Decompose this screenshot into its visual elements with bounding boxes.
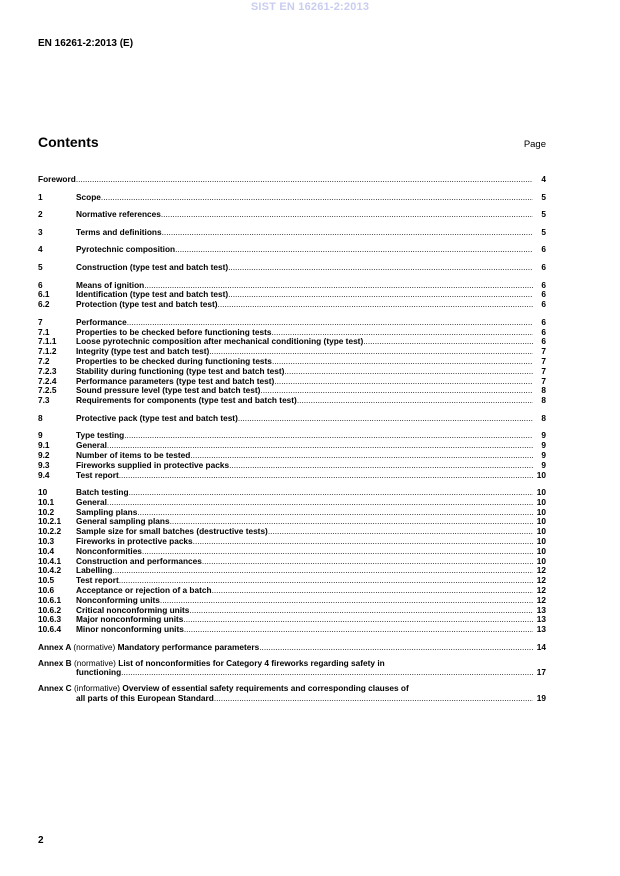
annex-kind: (normative) [73, 642, 116, 652]
toc-entry[interactable] [38, 451, 546, 461]
toc-entry-page: 12 [533, 576, 546, 586]
toc-entry[interactable] [38, 318, 546, 328]
toc-entry-title: Test report ..... [76, 471, 533, 481]
toc-entry[interactable] [38, 527, 546, 537]
toc-entry-number: 10.6 [38, 585, 55, 596]
toc-entry-title: Construction (type test and batch test) ..... [76, 263, 533, 273]
toc-entry-title: Means of ignition ..... [76, 281, 533, 291]
toc-entry[interactable] [38, 281, 546, 291]
toc-entry[interactable] [38, 471, 546, 481]
annex-title: Mandatory performance parameters [117, 642, 260, 652]
toc-entry-number: 7 [38, 316, 43, 327]
toc-entry-number: 1 [38, 191, 43, 202]
toc-entry-page: 12 [533, 566, 546, 576]
toc-entry[interactable] [38, 347, 546, 357]
toc-entry-number: 9 [38, 430, 43, 441]
toc-entry-number: 6 [38, 279, 43, 290]
annex-page: 19 [533, 694, 546, 704]
toc-entry[interactable] [38, 263, 546, 273]
toc-entry-title: General ..... [76, 498, 533, 508]
toc-entry-title: Identification (type test and batch test) ..... [76, 290, 533, 300]
toc-entry[interactable] [38, 386, 546, 396]
toc-entry-number: 10.2 [38, 506, 55, 517]
toc-entry[interactable] [38, 508, 546, 518]
toc-entry-title: Properties to be checked before functioning tests ..... [76, 328, 533, 338]
toc-entry-title: Loose pyrotechnic composition after mechanical conditioning (type test) ..... [76, 337, 533, 347]
toc-entry-title: Acceptance or rejection of a batch ..... [76, 586, 533, 596]
toc-entry-page: 8 [533, 386, 546, 396]
toc-entry-number: 10.6.4 [38, 624, 62, 635]
toc-entry-title: Foreword ..... [38, 175, 533, 185]
toc-entry-page: 4 [533, 175, 546, 185]
toc-entry[interactable] [38, 367, 546, 377]
annex-label: Annex B [38, 658, 72, 668]
toc-entry-page: 10 [533, 527, 546, 537]
toc-entry[interactable] [38, 414, 546, 424]
toc-entry[interactable] [38, 175, 546, 185]
annex-label: Annex C [38, 684, 72, 694]
toc-entry-page: 9 [533, 451, 546, 461]
toc-entry-page: 6 [533, 337, 546, 347]
toc-entry-page: 6 [533, 263, 546, 273]
toc-entry-page: 6 [533, 328, 546, 338]
toc-entry-title: Pyrotechnic composition ..... [76, 245, 533, 255]
toc-entry-title: General sampling plans ..... [76, 517, 533, 527]
toc-entry[interactable] [38, 210, 546, 220]
annex-page: 14 [533, 643, 546, 653]
toc-entry-page: 13 [533, 615, 546, 625]
toc-entry[interactable] [38, 537, 546, 547]
toc-entry-page: 7 [533, 347, 546, 357]
toc-entry-number: 4 [38, 244, 43, 255]
toc-entry-title: Test report ..... [76, 576, 533, 586]
toc-entry-number: 7.1.1 [38, 336, 57, 347]
toc-entry-title: Terms and definitions ..... [76, 228, 533, 238]
toc-entry-page: 10 [533, 547, 546, 557]
toc-entry[interactable] [38, 245, 546, 255]
annex-label: Annex A [38, 642, 72, 652]
toc-entry[interactable] [38, 488, 546, 498]
toc-entry[interactable] [38, 625, 546, 635]
toc-entry-page: 5 [533, 228, 546, 238]
toc-entry-title: Protection (type test and batch test) ..... [76, 300, 533, 310]
toc-entry-number: 9.2 [38, 449, 50, 460]
toc-entry-number: 10.3 [38, 536, 55, 547]
toc-entry-title: Construction and performances ..... [76, 557, 533, 567]
toc-entry[interactable] [38, 576, 546, 586]
toc-entry-page: 10 [533, 488, 546, 498]
table-of-contents [38, 175, 546, 704]
annex-title-continued: all parts of this European Standard ..... [76, 694, 533, 704]
toc-entry-number: 8 [38, 412, 43, 423]
toc-entry[interactable] [38, 431, 546, 441]
toc-entry[interactable] [38, 606, 546, 616]
toc-entry-title: Type testing ..... [76, 431, 533, 441]
toc-entry[interactable] [38, 377, 546, 387]
toc-entry-page: 12 [533, 596, 546, 606]
toc-entry-page: 8 [533, 414, 546, 424]
toc-entry-title: Performance ..... [76, 318, 533, 328]
toc-entry[interactable] [38, 396, 546, 406]
toc-entry-title: Major nonconforming units ..... [76, 615, 533, 625]
toc-entry[interactable] [38, 596, 546, 606]
toc-entry-number: 10 [38, 487, 48, 498]
toc-entry-number: 7.2.3 [38, 365, 57, 376]
toc-entry-number: 6.2 [38, 299, 50, 310]
toc-entry[interactable] [38, 615, 546, 625]
toc-entry-title: Requirements for components (type test and batch test) ..... [76, 396, 533, 406]
toc-entry-number: 7.2.4 [38, 375, 57, 386]
toc-entry-page: 10 [533, 471, 546, 481]
toc-entry-page: 7 [533, 377, 546, 387]
toc-entry-page: 13 [533, 606, 546, 616]
annex-entry[interactable] [38, 684, 546, 704]
contents-title: Contents [38, 134, 99, 150]
toc-entry-number: 2 [38, 209, 43, 220]
page-number: 2 [38, 835, 44, 846]
toc-entry[interactable] [38, 586, 546, 596]
toc-entry-title: Number of items to be tested ..... [76, 451, 533, 461]
annex-kind: (informative) [73, 684, 121, 694]
toc-entry-number: 7.3 [38, 395, 50, 406]
toc-entry[interactable] [38, 557, 546, 567]
toc-entry-title: Sample size for small batches (destructive tests) ..... [76, 527, 533, 537]
toc-entry-page: 6 [533, 290, 546, 300]
toc-entry-page: 10 [533, 537, 546, 547]
toc-entry-number: 10.6.1 [38, 594, 62, 605]
toc-entry-page: 7 [533, 357, 546, 367]
toc-entry-title: Protective pack (type test and batch test) ..... [76, 414, 533, 424]
toc-entry-title: Critical nonconforming units ..... [76, 606, 533, 616]
toc-entry-page: 13 [533, 625, 546, 635]
toc-entry-number: 7.2.5 [38, 385, 57, 396]
toc-entry[interactable] [38, 357, 546, 367]
toc-entry[interactable] [38, 547, 546, 557]
page-column-label: Page [523, 139, 546, 150]
toc-entry-number: 7.2 [38, 355, 50, 366]
document-id: EN 16261-2:2013 (E) [38, 38, 134, 49]
toc-entry-number: 3 [38, 226, 43, 237]
toc-entry[interactable] [38, 441, 546, 451]
toc-entry-page: 9 [533, 431, 546, 441]
toc-entry-title: Properties to be checked during functioning tests ..... [76, 357, 533, 367]
toc-entry-title: Integrity (type test and batch test) ..... [76, 347, 533, 357]
annex-page: 17 [533, 668, 546, 678]
toc-entry-title: Sampling plans ..... [76, 508, 533, 518]
toc-entry-number: 9.1 [38, 440, 50, 451]
toc-entry-title: Sound pressure level (type test and batch test) ..... [76, 386, 533, 396]
toc-entry-page: 6 [533, 245, 546, 255]
annex-title: Overview of essential safety requirements and corresponding clauses of [122, 684, 409, 694]
watermark: SIST EN 16261-2:2013 [250, 1, 370, 13]
toc-entry-page: 8 [533, 396, 546, 406]
toc-entry-title: General ..... [76, 441, 533, 451]
toc-entry-number: 10.1 [38, 496, 55, 507]
toc-entry-title: Labelling ..... [76, 566, 533, 576]
toc-entry-page: 10 [533, 508, 546, 518]
annex-entry[interactable] [38, 659, 546, 679]
toc-entry[interactable] [38, 193, 546, 203]
toc-entry-page: 6 [533, 281, 546, 291]
toc-entry-number: 10.2.2 [38, 526, 62, 537]
toc-entry-number: 10.4.1 [38, 555, 62, 566]
toc-entry-title: Nonconformities ..... [76, 547, 533, 557]
toc-entry-title: Performance parameters (type test and batch test) ..... [76, 377, 533, 387]
toc-entry-page: 10 [533, 517, 546, 527]
toc-entry-title: Fireworks in protective packs ..... [76, 537, 533, 547]
annex-kind: (normative) [73, 658, 116, 668]
toc-entry-number: 10.6.2 [38, 604, 62, 615]
annex-title-continued: functioning ..... [76, 668, 533, 678]
toc-entry-number: 10.6.3 [38, 614, 62, 625]
toc-entry-page: 7 [533, 367, 546, 377]
toc-entry[interactable] [38, 328, 546, 338]
toc-entry[interactable] [38, 290, 546, 300]
toc-entry-page: 6 [533, 318, 546, 328]
toc-entry[interactable] [38, 517, 546, 527]
toc-entry-page: 9 [533, 441, 546, 451]
toc-entry-number: 10.4.2 [38, 565, 62, 576]
toc-entry-title: Normative references ..... [76, 210, 533, 220]
toc-entry[interactable] [38, 566, 546, 576]
toc-entry-page: 6 [533, 300, 546, 310]
toc-entry-number: 10.5 [38, 575, 55, 586]
annex-entry[interactable] [38, 643, 546, 653]
toc-entry[interactable] [38, 461, 546, 471]
toc-entry-page: 12 [533, 586, 546, 596]
toc-entry-number: 5 [38, 261, 43, 272]
toc-entry[interactable] [38, 498, 546, 508]
toc-entry-title: Minor nonconforming units ..... [76, 625, 533, 635]
toc-entry-page: 5 [533, 193, 546, 203]
toc-entry-title: Stability during functioning (type test and batch test) ..... [76, 367, 533, 377]
annex-title: List of nonconformities for Category 4 fireworks regarding safety in [118, 658, 385, 668]
toc-entry-page: 9 [533, 461, 546, 471]
toc-entry-number: 9.4 [38, 469, 50, 480]
toc-entry-number: 9.3 [38, 459, 50, 470]
toc-entry[interactable] [38, 228, 546, 238]
toc-entry-number: 7.1 [38, 326, 50, 337]
toc-entry-number: 10.2.1 [38, 516, 62, 527]
toc-entry-page: 5 [533, 210, 546, 220]
toc-entry[interactable] [38, 300, 546, 310]
toc-entry-page: 10 [533, 557, 546, 567]
toc-entry-title: Fireworks supplied in protective packs ..... [76, 461, 533, 471]
toc-entry-number: 6.1 [38, 289, 50, 300]
toc-entry-title: Nonconforming units ..... [76, 596, 533, 606]
toc-entry-number: 10.4 [38, 545, 55, 556]
toc-entry-number: 7.1.2 [38, 346, 57, 357]
toc-entry-page: 10 [533, 498, 546, 508]
toc-entry-title: Batch testing ..... [76, 488, 533, 498]
toc-entry[interactable] [38, 337, 546, 347]
toc-entry-title: Scope ..... [76, 193, 533, 203]
